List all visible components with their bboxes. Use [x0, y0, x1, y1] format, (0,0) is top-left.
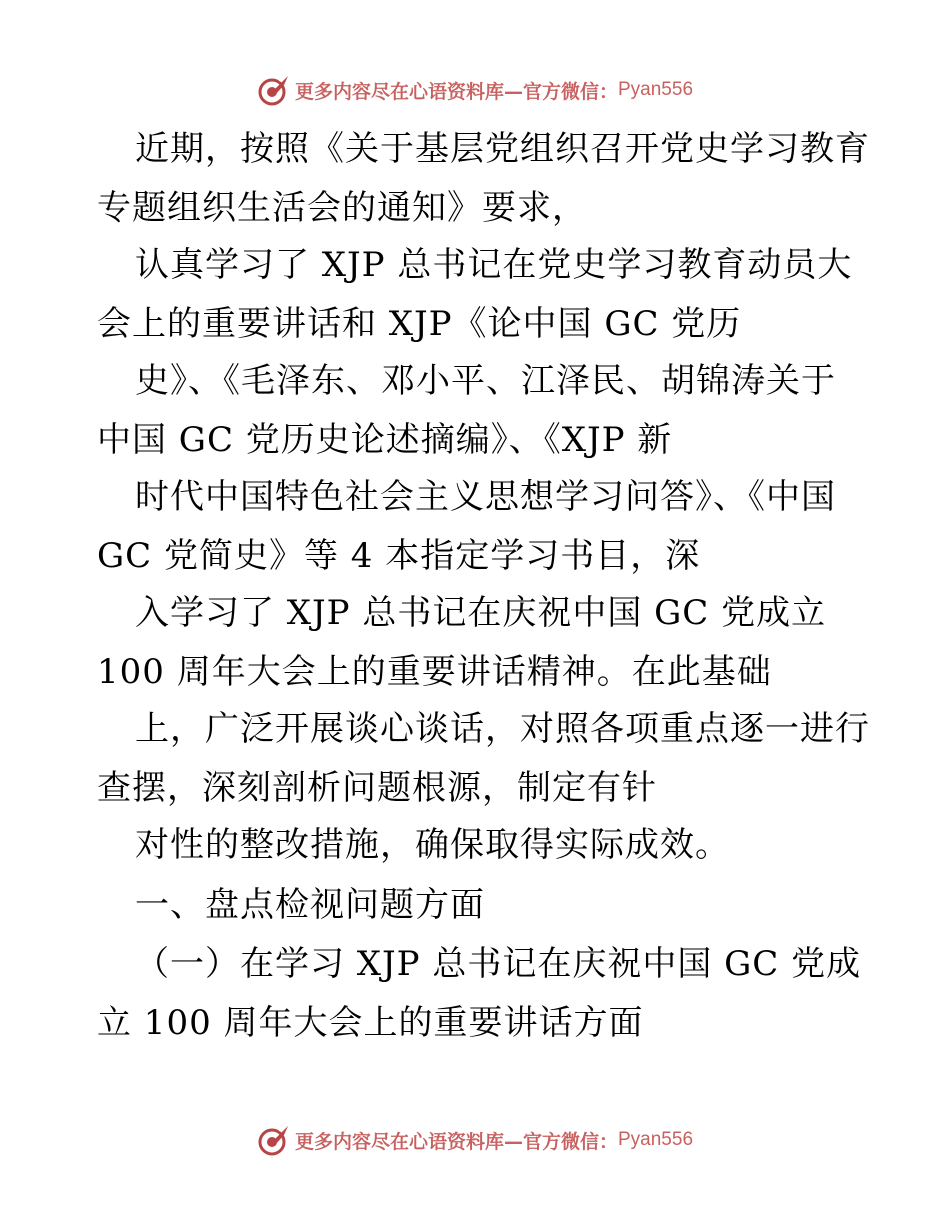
watermark-wechat-id: Pyan556 — [618, 1129, 694, 1150]
paragraph-line: GC 党简史》等 4 本指定学习书目，深 — [97, 536, 701, 576]
subsection-heading: （一）在学习 XJP 总书记在庆祝中国 GC 党成 — [135, 944, 862, 984]
watermark-text: 更多内容尽在心语资料库—官方微信： — [294, 1130, 618, 1153]
footer-watermark — [0, 1120, 950, 1160]
watermark-wechat-id: Pyan556 — [618, 79, 694, 100]
quill-logo-icon — [257, 73, 291, 107]
watermark-text: 更多内容尽在心语资料库—官方微信： — [294, 80, 618, 103]
paragraph-line: 时代中国特色社会主义思想学习问答》、《中国 — [135, 477, 836, 517]
quill-logo-icon — [257, 1123, 291, 1157]
paragraph-line: 中国 GC 党历史论述摘编》、《XJP 新 — [97, 420, 673, 460]
paragraph-line: 史》、《毛泽东、邓小平、江泽民、胡锦涛关于 — [135, 361, 836, 401]
paragraph-line: 认真学习了 XJP 总书记在党史学习教育动员大 — [135, 245, 853, 285]
paragraph-line: 专题组织生活会的通知》要求， — [97, 188, 587, 228]
paragraph-line: 查摆，深刻剖析问题根源，制定有针 — [97, 768, 657, 808]
header-watermark — [0, 70, 950, 110]
paragraph-line: 对性的整改措施，确保取得实际成效。 — [135, 825, 730, 865]
subsection-heading-continued: 立 100 周年大会上的重要讲话方面 — [97, 1003, 644, 1043]
paragraph-line: 入学习了 XJP 总书记在庆祝中国 GC 党成立 — [135, 593, 827, 633]
section-heading: 一、盘点检视问题方面 — [135, 885, 485, 925]
paragraph-line: 会上的重要讲话和 XJP《论中国 GC 党历 — [97, 304, 742, 344]
paragraph-line: 近期，按照《关于基层党组织召开党史学习教育 — [135, 129, 870, 169]
paragraph-line: 100 周年大会上的重要讲话精神。在此基础 — [97, 652, 772, 692]
paragraph-line: 上，广泛开展谈心谈话，对照各项重点逐一进行 — [135, 709, 870, 749]
